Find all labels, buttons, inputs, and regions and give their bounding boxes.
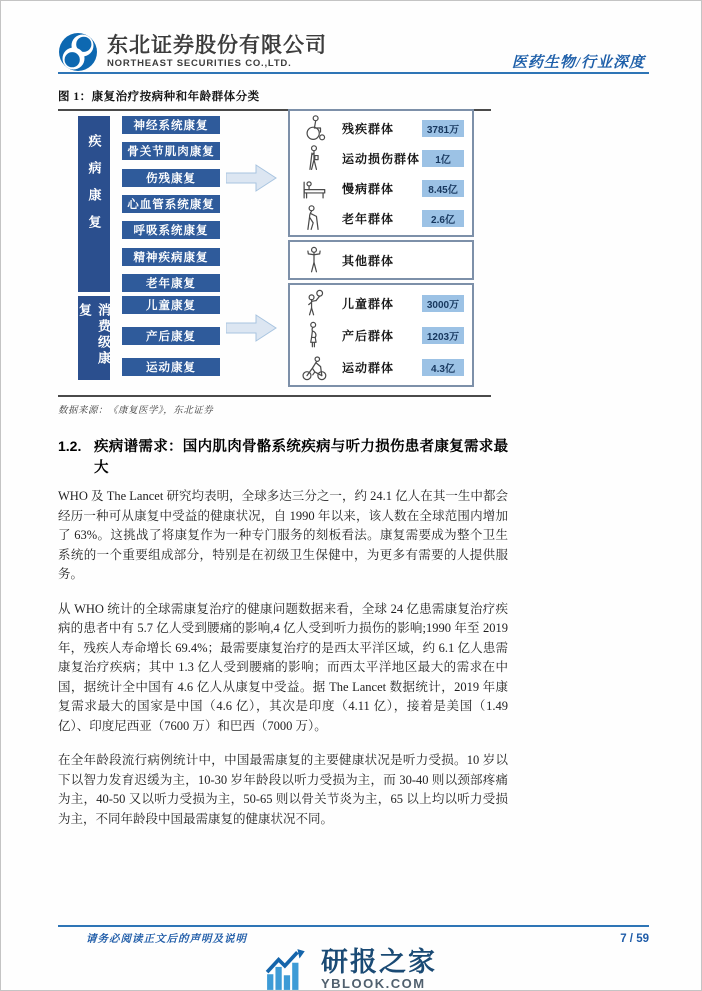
company-name-en: NORTHEAST SECURITIES CO.,LTD.: [107, 58, 292, 70]
diagram-item: 精神疾病康复: [122, 248, 220, 266]
group-box-other: [288, 240, 474, 280]
child-balloon-icon: [298, 289, 330, 317]
body-text: [58, 487, 508, 844]
bar-chart-arrow-icon: [265, 948, 311, 990]
right-arrow-icon: [226, 314, 278, 342]
wheelchair-icon: [298, 114, 330, 142]
group-label: 儿童群体: [342, 296, 395, 311]
report-category-tag: 医药生物/行业深度: [511, 55, 645, 71]
section-heading: [58, 437, 510, 479]
group-box-disease: [288, 109, 474, 237]
diagram-item: 神经系统康复: [122, 116, 220, 134]
figure-title: 图 1：康复治疗按病种和年龄群体分类: [58, 88, 491, 111]
group-label: 老年群体: [342, 211, 395, 226]
consumer-item-list: [122, 296, 220, 376]
cyclist-icon: [298, 353, 330, 381]
group-row: [298, 204, 464, 232]
company-name-cn: 东北证券股份有限公司: [107, 33, 327, 57]
section-title: 疾病谱需求：国内肌肉骨骼系统疾病与听力损伤患者康复需求最大: [94, 439, 509, 476]
group-label: 残疾群体: [342, 121, 395, 136]
page-number: 7 / 59: [620, 933, 649, 945]
figure-bottom-divider: [58, 395, 491, 397]
northeast-securities-logo-icon: [58, 32, 98, 72]
diagram-item: 伤残康复: [122, 169, 220, 187]
header-divider: [58, 72, 649, 74]
section-number: 1.2.: [58, 438, 82, 454]
watermark-name: 研报之家: [321, 947, 437, 977]
group-row: [298, 353, 464, 381]
yblook-watermark: [265, 948, 437, 991]
diagram-item: 运动康复: [122, 358, 220, 376]
diagram-item: 儿童康复: [122, 296, 220, 314]
group-label: 运动损伤群体: [342, 151, 421, 166]
pregnant-icon: [298, 321, 330, 349]
group-label: 产后群体: [342, 328, 395, 343]
group-value-badge: 1203万: [422, 327, 464, 344]
group-box-consumer: [288, 283, 474, 387]
group-label: 慢病群体: [342, 181, 395, 196]
paragraph: 在全年龄段流行病例统计中，中国最需康复的主要健康状况是听力受损。10 岁以下以智力发育迟缓为主，10-30 岁年龄段以听力受损为主，而 30-40 则以颈部疼痛为主，40-50 又以听力受损为主，50-65 则以骨关节炎为主，65 以上均以听力受损为主，不同年龄段中国最需康复的健康状况不同。: [58, 753, 508, 826]
watermark-domain: YBLOOK.COM: [321, 976, 426, 991]
category-bar-disease: [78, 116, 110, 292]
paragraph: 从 WHO 统计的全球需康复治疗的健康问题数据来看，全球 24 亿患需康复治疗疾病的患者中有 5.7 亿人受到腰痛的影响,4 亿人受到听力损伤的影响;1990 年至 2019 年，残疾人寿命增长 69.4%；最需要康复治疗的是西太平洋区域，约 6.1 亿人患需康复治疗疾病；其中 1.3 亿人受到腰痛的影响；而西太平洋地区最大的需求在中国，据统计全中国有 4.6 亿人从康复中受益。据 The Lancet 数据统计，2019 年康复需求最大的国家是中国（4.6 亿），其次是印度（4.11 亿），接着是美国（1.49 亿）、印度尼西亚（7600 万）和巴西（7000 万）。: [58, 601, 508, 733]
group-row: [298, 174, 464, 202]
group-label: 其他群体: [342, 253, 395, 268]
group-row: [298, 289, 464, 317]
group-value-badge: 1亿: [422, 150, 464, 167]
footer-divider: [58, 925, 649, 927]
category-label: 消费级康复: [77, 303, 111, 367]
category-label: 疾病康复: [86, 134, 102, 242]
group-value-badge: 3000万: [422, 295, 464, 312]
hospital-bed-icon: [298, 174, 330, 202]
group-value-badge: 3781万: [422, 120, 464, 137]
group-value-badge: 4.3亿: [422, 359, 464, 376]
person-icon: [298, 246, 330, 274]
group-value-badge: 2.6亿: [422, 210, 464, 227]
group-row: [298, 144, 464, 172]
crutch-icon: [298, 144, 330, 172]
figure-diagram: [58, 107, 478, 393]
category-bar-consumer: [78, 296, 110, 380]
diagram-item: 产后康复: [122, 327, 220, 345]
diagram-item: 心血管系统康复: [122, 195, 220, 213]
group-row: [298, 246, 464, 274]
company-logo: [58, 32, 327, 72]
right-arrow-icon: [226, 164, 278, 192]
footer-disclaimer: 请务必阅读正文后的声明及说明: [86, 934, 247, 945]
footer: [58, 931, 649, 946]
group-row: [298, 114, 464, 142]
figure-source-note: 数据来源：《康复医学》，东北证券: [58, 406, 214, 416]
group-label: 运动群体: [342, 360, 395, 375]
diagram-item: 骨关节肌肉康复: [122, 142, 220, 160]
diagram-item: 老年康复: [122, 274, 220, 292]
group-row: [298, 321, 464, 349]
diagram-item: 呼吸系统康复: [122, 221, 220, 239]
group-value-badge: 8.45亿: [422, 180, 464, 197]
disease-item-list: [122, 116, 220, 292]
elderly-cane-icon: [298, 204, 330, 232]
paragraph: WHO 及 The Lancet 研究均表明，全球多达三分之一，约 24.1 亿人在其一生中都会经历一种可从康复中受益的健康状况，自 1990 年以来，该人数在全球范围内增加了 63%。这挑战了将康复作为一种专门服务的刻板看法。康复需要成为整个卫生系统的一个重要组成部分，特别是在初级卫生保健中，为更多有需要的人提供服务。: [58, 489, 508, 581]
